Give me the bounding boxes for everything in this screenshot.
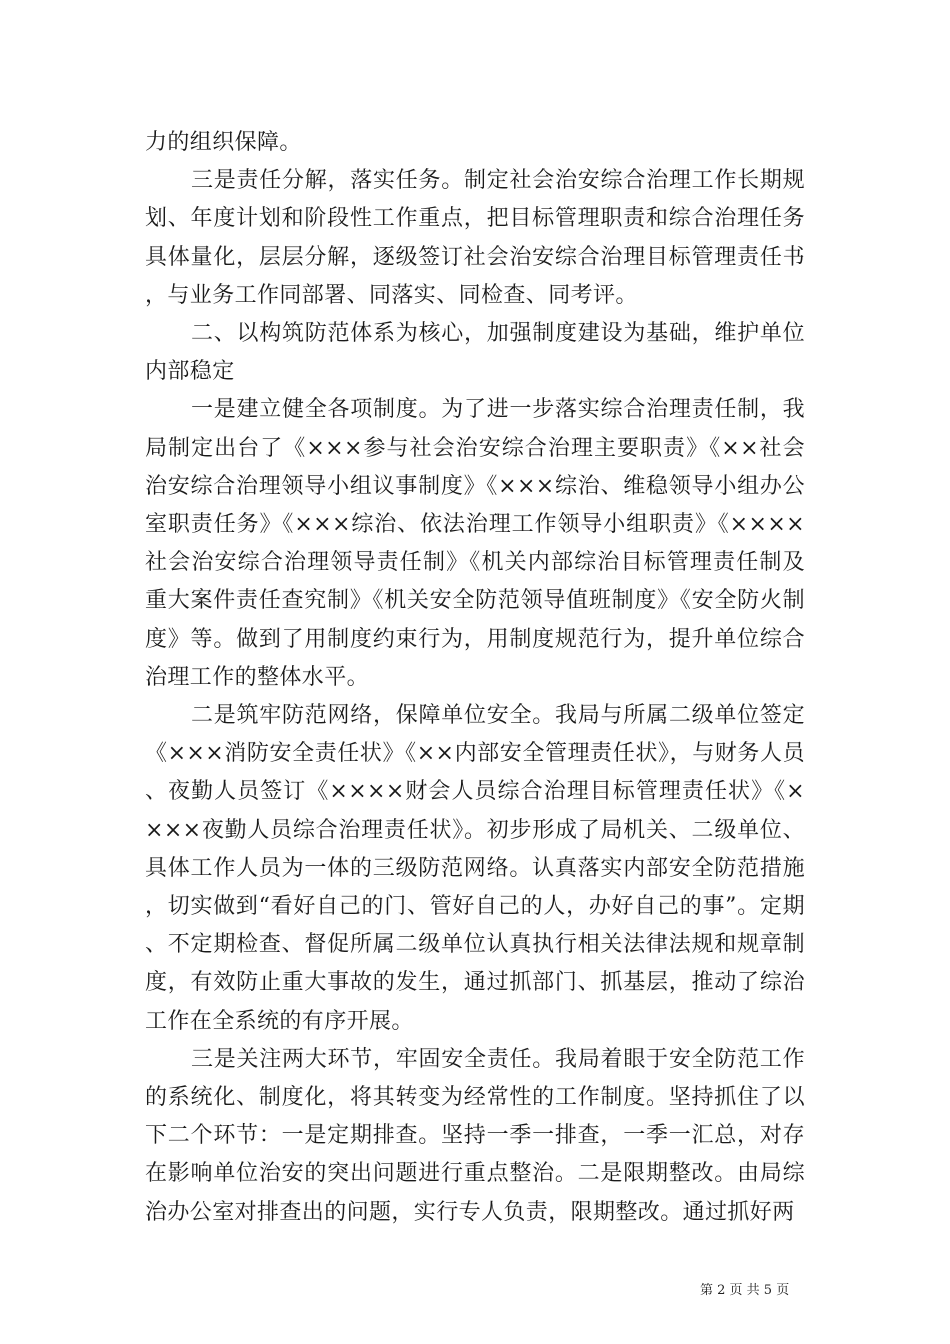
section-heading-prevention-system: 二、以构筑防范体系为核心，加强制度建设为基础，维护单位内部稳定 [145, 321, 805, 385]
paragraph-responsibility-breakdown: 三是责任分解，落实任务。制定社会治安综合治理工作长期规划、年度计划和阶段性工作重点，把目标管理职责和综合治理任务具体量化，层层分解，逐级签订社会治安综合治理目标管理责任书，与业务工作同部署、同落实、同检查、同考评。 [145, 168, 805, 308]
paragraph-two-key-links: 三是关注两大环节，牢固安全责任。我局着眼于安全防范工作的系统化、制度化，将其转变为经常性的工作制度。坚持抓住了以下二个环节：一是定期排查。坚持一季一排查，一季一汇总，对存在影响单位治安的突出问题进行重点整治。二是限期整改。由局综治办公室对排查出的问题，实行专人负责，限期整改。通过抓好两 [145, 1046, 805, 1225]
document-body [145, 124, 805, 1232]
paragraph-establish-systems: 一是建立健全各项制度。为了进一步落实综合治理责任制，我局制定出台了《×××参与社会治安综合治理主要职责》《××社会治安综合治理领导小组议事制度》《×××综治、维稳领导小组办公室职责任务》《×××综治、依法治理工作领导小组职责》《××××社会治安综合治理领导责任制》《机关内部综治目标管理责任制及重大案件责任查究制》《机关安全防范领导值班制度》《安全防火制度》等。做到了用制度约束行为，用制度规范行为，提升单位综合治理工作的整体水平。 [145, 397, 805, 690]
paragraph-continuation: 力的组织保障。 [145, 130, 302, 155]
paragraph-prevention-network: 二是筑牢防范网络，保障单位安全。我局与所属二级单位签定《×××消防安全责任状》《××内部安全管理责任状》，与财务人员、夜勤人员签订《××××财会人员综合治理目标管理责任状》《××××夜勤人员综合治理责任状》。初步形成了局机关、二级单位、具体工作人员为一体的三级防范网络。认真落实内部安全防范措施，切实做到“看好自己的门、管好自己的人，办好自己的事”。定期、不定期检查、督促所属二级单位认真执行相关法律法规和规章制度，有效防止重大事故的发生，通过抓部门、抓基层，推动了综治工作在全系统的有序开展。 [145, 703, 805, 1034]
page-number-footer: 第 2 页 共 5 页 [700, 1283, 790, 1298]
